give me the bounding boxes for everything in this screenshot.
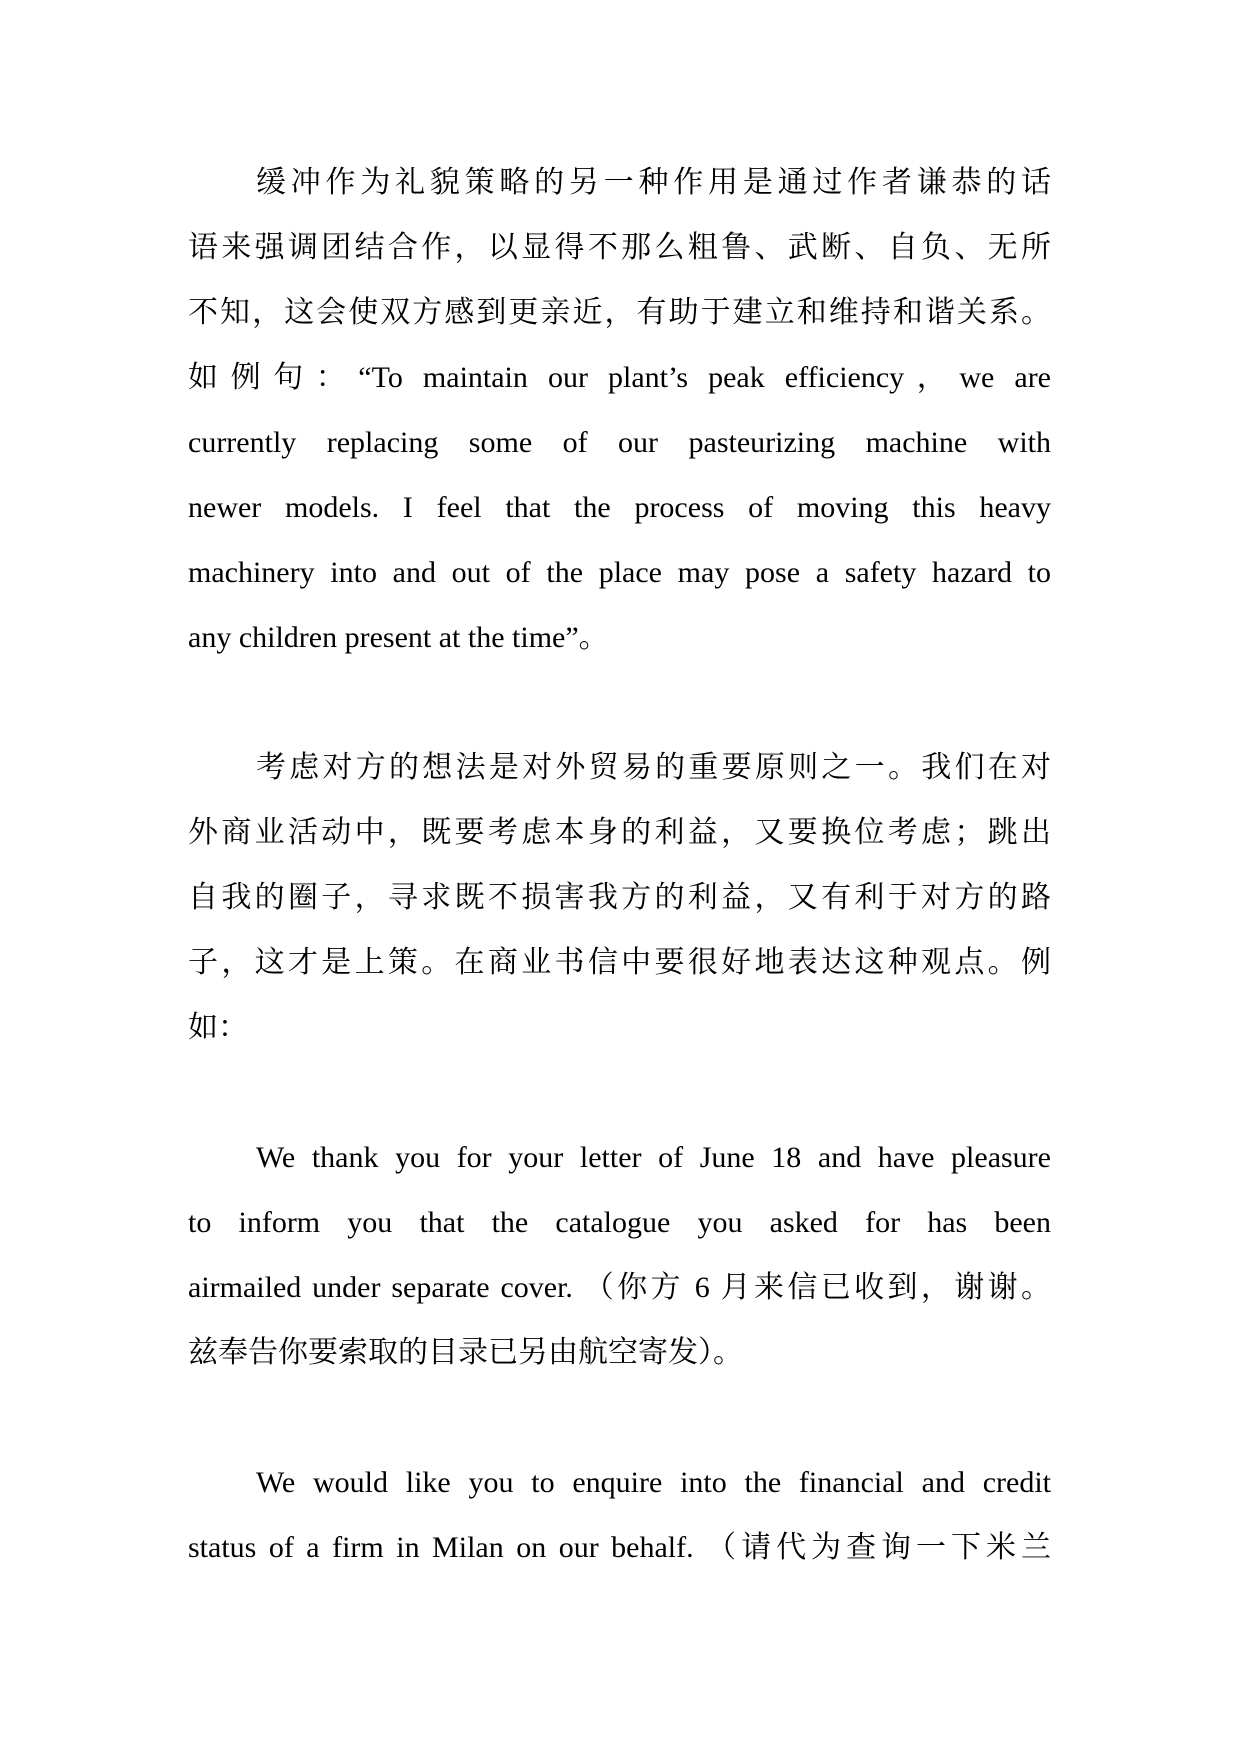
paragraph-example-enquiry: [188, 1450, 1051, 1580]
text-line: currently replacing some of our pasteurizing machine with: [188, 426, 1051, 459]
text-line: 语来强调团结合作，以显得不那么粗鲁、武断、自负、无所: [188, 231, 1051, 264]
text-line: We thank you for your letter of June 18 and have pleasure: [256, 1141, 1051, 1174]
text-line: machinery into and out of the place may pose a safety hazard to: [188, 556, 1051, 589]
text-line: 自我的圈子，寻求既不损害我方的利益，又有利于对方的路: [188, 881, 1051, 914]
paragraph-consider-other-party: [188, 735, 1051, 1060]
text-line: 不知，这会使双方感到更亲近，有助于建立和维持和谐关系。: [188, 296, 1051, 329]
text-line: any children present at the time”。: [188, 621, 609, 654]
text-line: 外商业活动中，既要考虑本身的利益，又要换位考虑；跳出: [188, 816, 1051, 849]
text-line: We would like you to enquire into the financial and credit: [256, 1466, 1051, 1499]
text-line: 缓冲作为礼貌策略的另一种作用是通过作者谦恭的话: [256, 166, 1051, 199]
paragraph-buffering-politeness: [188, 150, 1051, 670]
text-line: 如：: [188, 1011, 248, 1044]
text-line: airmailed under separate cover. （你方 6 月来信已收到，谢谢。: [188, 1271, 1051, 1304]
text-line: 兹奉告你要索取的目录已另由航空寄发）。: [188, 1336, 743, 1369]
text-line: 如例句：“To maintain our plant’s peak efficiency，we are: [188, 361, 1051, 394]
paragraph-example-catalogue: [188, 1125, 1051, 1385]
text-line: to inform you that the catalogue you asked for has been: [188, 1206, 1051, 1239]
text-line: 子，这才是上策。在商业书信中要很好地表达这种观点。例: [188, 946, 1051, 979]
text-line: newer models. I feel that the process of moving this heavy: [188, 491, 1051, 524]
document-body: [188, 150, 1051, 1645]
text-line: 考虑对方的想法是对外贸易的重要原则之一。我们在对: [256, 751, 1051, 784]
text-line: status of a firm in Milan on our behalf. （请代为查询一下米兰: [188, 1531, 1051, 1564]
